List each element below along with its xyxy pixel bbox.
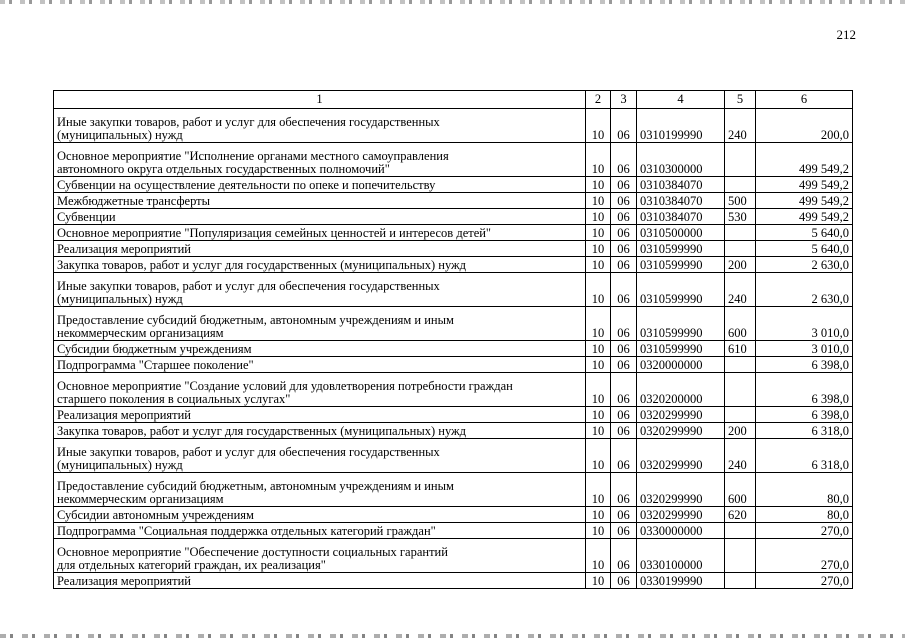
table-row (54, 109, 853, 143)
row-amount: 6 318,0 (756, 423, 853, 439)
row-target-item: 0310500000 (637, 225, 725, 241)
row-subsection: 06 (611, 273, 637, 307)
row-expense-type: 500 (725, 193, 756, 209)
row-target-item: 0310384070 (637, 177, 725, 193)
row-subsection: 06 (611, 341, 637, 357)
row-subsection: 06 (611, 373, 637, 407)
row-amount: 80,0 (756, 507, 853, 523)
row-subsection: 06 (611, 439, 637, 473)
row-expense-type (725, 539, 756, 573)
row-amount: 6 398,0 (756, 373, 853, 407)
row-expense-type (725, 523, 756, 539)
row-section: 10 (586, 573, 611, 589)
row-amount: 2 630,0 (756, 257, 853, 273)
row-amount: 80,0 (756, 473, 853, 507)
row-subsection: 06 (611, 143, 637, 177)
row-section: 10 (586, 373, 611, 407)
row-name: Основное мероприятие "Исполнение органами местного самоуправления автономного округа отдельных государственных полномочий" (54, 143, 586, 177)
row-subsection: 06 (611, 257, 637, 273)
row-section: 10 (586, 341, 611, 357)
row-expense-type: 200 (725, 257, 756, 273)
row-target-item: 0320000000 (637, 357, 725, 373)
row-target-item: 0310599990 (637, 241, 725, 257)
row-name: Межбюджетные трансферты (54, 193, 586, 209)
row-subsection: 06 (611, 241, 637, 257)
row-expense-type: 600 (725, 473, 756, 507)
row-section: 10 (586, 109, 611, 143)
row-target-item: 0310384070 (637, 209, 725, 225)
row-amount: 5 640,0 (756, 225, 853, 241)
row-subsection: 06 (611, 523, 637, 539)
row-name: Субсидии автономным учреждениям (54, 507, 586, 523)
row-name: Реализация мероприятий (54, 573, 586, 589)
row-target-item: 0320299990 (637, 407, 725, 423)
row-name: Реализация мероприятий (54, 241, 586, 257)
row-amount: 270,0 (756, 539, 853, 573)
row-subsection: 06 (611, 423, 637, 439)
row-expense-type (725, 373, 756, 407)
row-name: Закупка товаров, работ и услуг для государственных (муниципальных) нужд (54, 423, 586, 439)
row-section: 10 (586, 225, 611, 241)
table-row (54, 177, 853, 193)
row-subsection: 06 (611, 109, 637, 143)
row-amount: 3 010,0 (756, 307, 853, 341)
row-expense-type (725, 573, 756, 589)
row-name: Иные закупки товаров, работ и услуг для обеспечения государственных (муниципальных) нужд (54, 109, 586, 143)
row-name: Основное мероприятие "Обеспечение доступности социальных гарантий для отдельных категорий граждан, их реализация" (54, 539, 586, 573)
table-row (54, 225, 853, 241)
row-name: Субвенции на осуществление деятельности по опеке и попечительству (54, 177, 586, 193)
table-row (54, 143, 853, 177)
table-row (54, 209, 853, 225)
row-section: 10 (586, 177, 611, 193)
row-target-item: 0320299990 (637, 439, 725, 473)
row-section: 10 (586, 539, 611, 573)
row-section: 10 (586, 473, 611, 507)
row-target-item: 0310300000 (637, 143, 725, 177)
row-expense-type (725, 407, 756, 423)
row-amount: 6 398,0 (756, 357, 853, 373)
table-row (54, 439, 853, 473)
row-name: Подпрограмма "Старшее поколение" (54, 357, 586, 373)
row-name: Субсидии бюджетным учреждениям (54, 341, 586, 357)
row-expense-type (725, 241, 756, 257)
row-target-item: 0320299990 (637, 423, 725, 439)
row-subsection: 06 (611, 473, 637, 507)
header-subsection: 3 (611, 91, 637, 109)
row-target-item: 0310599990 (637, 273, 725, 307)
table-row (54, 273, 853, 307)
row-target-item: 0310199990 (637, 109, 725, 143)
row-name: Реализация мероприятий (54, 407, 586, 423)
row-target-item: 0330000000 (637, 523, 725, 539)
row-target-item: 0320200000 (637, 373, 725, 407)
row-amount: 270,0 (756, 573, 853, 589)
row-subsection: 06 (611, 177, 637, 193)
row-target-item: 0310599990 (637, 257, 725, 273)
table-row (54, 257, 853, 273)
row-amount: 499 549,2 (756, 143, 853, 177)
row-section: 10 (586, 241, 611, 257)
row-expense-type: 240 (725, 439, 756, 473)
header-amount: 6 (756, 91, 853, 109)
row-amount: 499 549,2 (756, 209, 853, 225)
row-name: Предоставление субсидий бюджетным, автономным учреждениям и иным некоммерческим организациям (54, 473, 586, 507)
row-target-item: 0310599990 (637, 341, 725, 357)
header-expense-type: 5 (725, 91, 756, 109)
row-section: 10 (586, 307, 611, 341)
row-section: 10 (586, 257, 611, 273)
row-expense-type (725, 357, 756, 373)
row-amount: 2 630,0 (756, 273, 853, 307)
row-section: 10 (586, 439, 611, 473)
table-row (54, 473, 853, 507)
row-subsection: 06 (611, 573, 637, 589)
table-row (54, 407, 853, 423)
row-target-item: 0330199990 (637, 573, 725, 589)
row-section: 10 (586, 209, 611, 225)
row-subsection: 06 (611, 407, 637, 423)
row-expense-type: 610 (725, 341, 756, 357)
table-row (54, 193, 853, 209)
table-row (54, 523, 853, 539)
table-row (54, 507, 853, 523)
page-number: 212 (836, 27, 856, 42)
row-name: Иные закупки товаров, работ и услуг для обеспечения государственных (муниципальных) нужд (54, 273, 586, 307)
row-expense-type (725, 177, 756, 193)
header-section: 2 (586, 91, 611, 109)
row-section: 10 (586, 423, 611, 439)
row-amount: 270,0 (756, 523, 853, 539)
row-expense-type: 240 (725, 273, 756, 307)
row-expense-type: 620 (725, 507, 756, 523)
row-expense-type: 240 (725, 109, 756, 143)
row-subsection: 06 (611, 307, 637, 341)
header-name: 1 (54, 91, 586, 109)
table-row (54, 341, 853, 357)
row-name: Основное мероприятие "Популяризация семейных ценностей и интересов детей" (54, 225, 586, 241)
row-name: Предоставление субсидий бюджетным, автономным учреждениям и иным некоммерческим организациям (54, 307, 586, 341)
row-subsection: 06 (611, 539, 637, 573)
row-amount: 6 398,0 (756, 407, 853, 423)
row-section: 10 (586, 143, 611, 177)
row-section: 10 (586, 273, 611, 307)
row-expense-type: 600 (725, 307, 756, 341)
row-subsection: 06 (611, 225, 637, 241)
table-row (54, 573, 853, 589)
row-subsection: 06 (611, 357, 637, 373)
table-row (54, 241, 853, 257)
row-amount: 6 318,0 (756, 439, 853, 473)
row-name: Субвенции (54, 209, 586, 225)
table-header-row (54, 91, 853, 109)
row-target-item: 0330100000 (637, 539, 725, 573)
row-target-item: 0310384070 (637, 193, 725, 209)
row-amount: 499 549,2 (756, 193, 853, 209)
row-subsection: 06 (611, 209, 637, 225)
row-section: 10 (586, 193, 611, 209)
row-expense-type: 530 (725, 209, 756, 225)
table-row (54, 373, 853, 407)
row-subsection: 06 (611, 193, 637, 209)
row-name: Закупка товаров, работ и услуг для государственных (муниципальных) нужд (54, 257, 586, 273)
row-section: 10 (586, 357, 611, 373)
row-expense-type (725, 143, 756, 177)
row-expense-type (725, 225, 756, 241)
row-amount: 5 640,0 (756, 241, 853, 257)
row-expense-type: 200 (725, 423, 756, 439)
row-name: Иные закупки товаров, работ и услуг для обеспечения государственных (муниципальных) нужд (54, 439, 586, 473)
header-target-item: 4 (637, 91, 725, 109)
row-target-item: 0310599990 (637, 307, 725, 341)
table-row (54, 539, 853, 573)
table-row (54, 423, 853, 439)
budget-table (53, 90, 853, 589)
row-amount: 499 549,2 (756, 177, 853, 193)
table-row (54, 357, 853, 373)
scan-edge-bottom (0, 634, 905, 638)
row-name: Подпрограмма "Социальная поддержка отдельных категорий граждан" (54, 523, 586, 539)
table-row (54, 307, 853, 341)
row-amount: 200,0 (756, 109, 853, 143)
row-name: Основное мероприятие "Создание условий для удовлетворения потребности граждан старшего поколения в социальных услугах" (54, 373, 586, 407)
row-section: 10 (586, 407, 611, 423)
row-amount: 3 010,0 (756, 341, 853, 357)
row-section: 10 (586, 523, 611, 539)
scan-edge-top (0, 0, 905, 4)
row-target-item: 0320299990 (637, 507, 725, 523)
row-target-item: 0320299990 (637, 473, 725, 507)
row-subsection: 06 (611, 507, 637, 523)
row-section: 10 (586, 507, 611, 523)
table-body (54, 109, 853, 589)
